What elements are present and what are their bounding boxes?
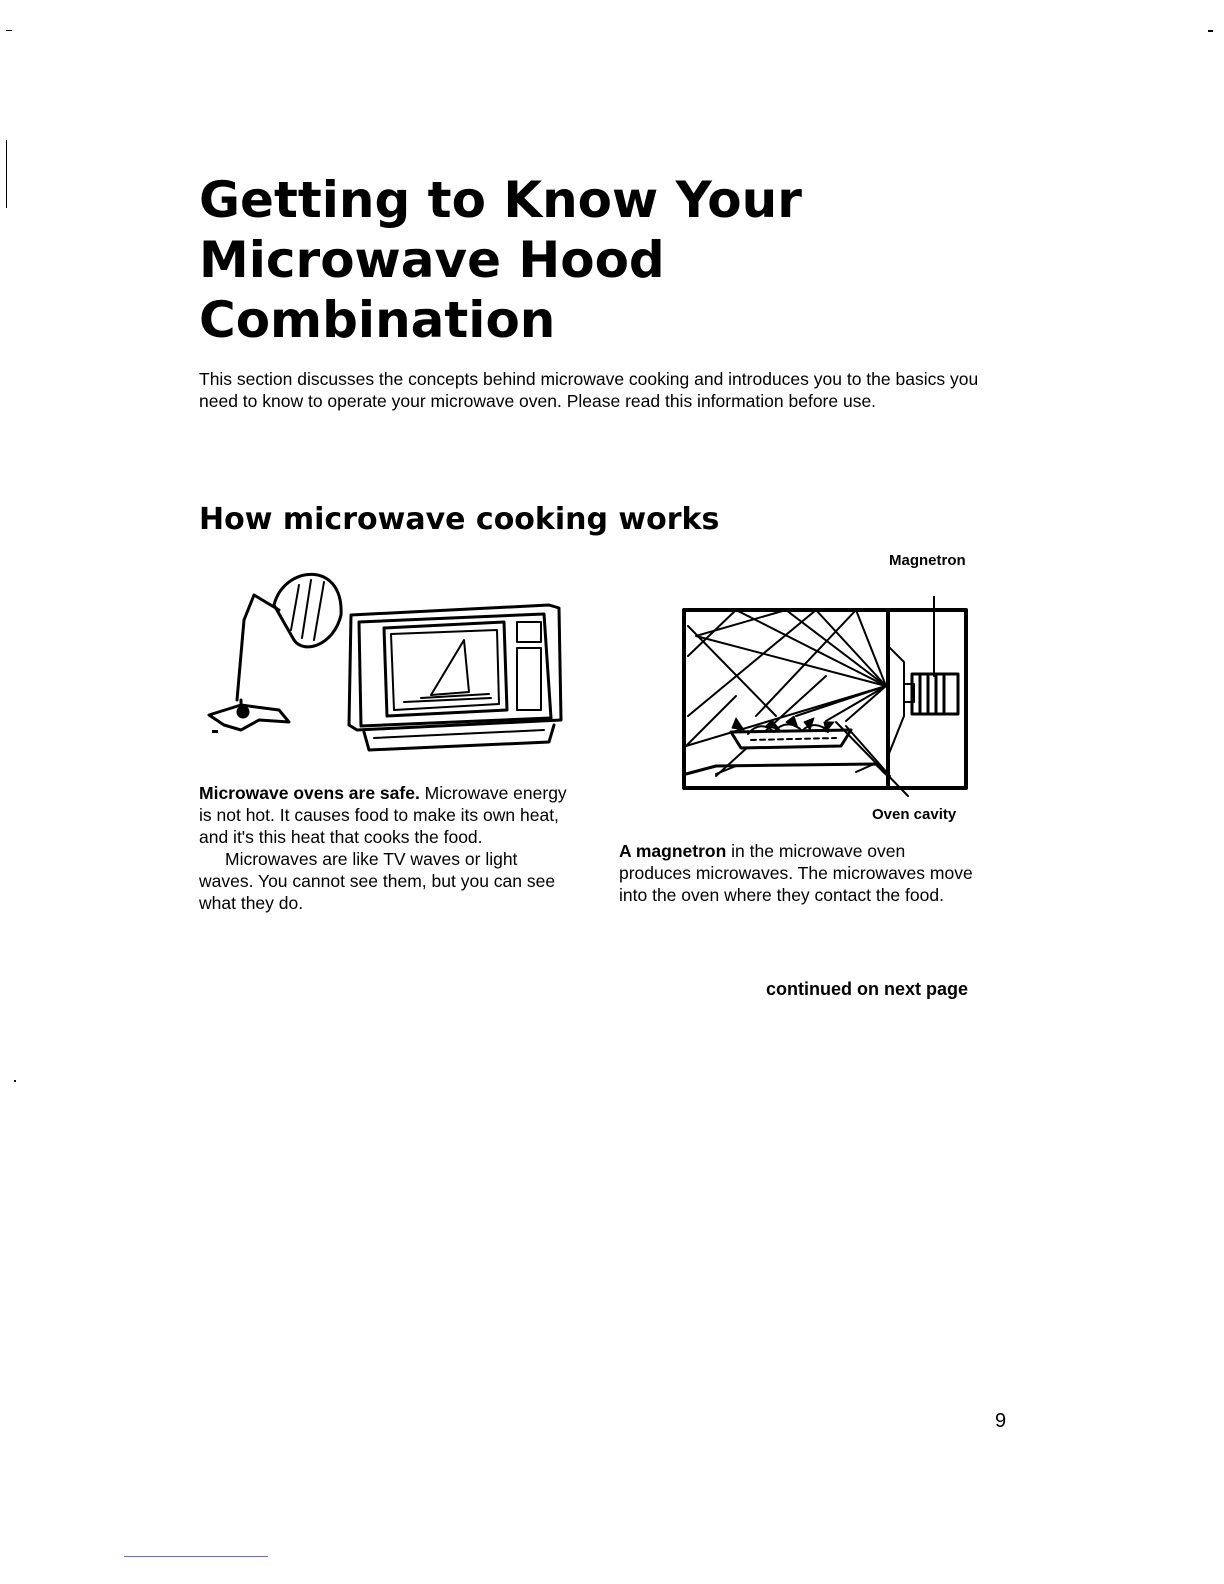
lamp-and-tv-illustration <box>199 560 579 760</box>
magnetron-text: in the microwave oven produces microwaves. The microwaves move into the oven where they contact the food. <box>619 841 973 905</box>
magnetron-lead: A magnetron <box>619 841 727 861</box>
page-title <box>199 170 802 350</box>
lamp-foot-mark <box>212 730 218 733</box>
title-line-1: Getting to Know Your <box>199 171 802 229</box>
scan-mark <box>6 140 7 208</box>
title-line-2: Microwave Hood <box>199 231 665 289</box>
scan-mark <box>6 30 12 31</box>
safety-paragraph <box>199 782 569 848</box>
section-heading: How microwave cooking works <box>199 502 720 537</box>
waves-paragraph: Microwaves are like TV waves or light waves. You cannot see them, but you can see what they do. <box>199 849 556 913</box>
magnetron-paragraph <box>619 840 979 906</box>
safety-text: Microwave energy is not hot. It causes food to make its own heat, and it's this heat that cooks the food. <box>199 783 567 847</box>
bottom-rule <box>124 1556 268 1557</box>
left-column <box>199 782 569 914</box>
scan-mark <box>14 1080 16 1082</box>
continued-note: continued on next page <box>766 979 969 999</box>
right-column <box>619 840 979 906</box>
safety-lead: Microwave ovens are safe. <box>199 783 420 803</box>
oven-cavity-illustration <box>676 596 976 806</box>
page-number: 9 <box>995 1410 1007 1432</box>
magnetron-label: Magnetron <box>889 552 966 569</box>
intro-paragraph: This section discusses the concepts behind microwave cooking and introduces you to the basics you need to know to operate your microwave oven. Please read this information before use. <box>199 369 979 411</box>
oven-cavity-label: Oven cavity <box>872 806 957 823</box>
scan-mark <box>1208 30 1213 32</box>
title-line-3: Combination <box>199 291 556 349</box>
